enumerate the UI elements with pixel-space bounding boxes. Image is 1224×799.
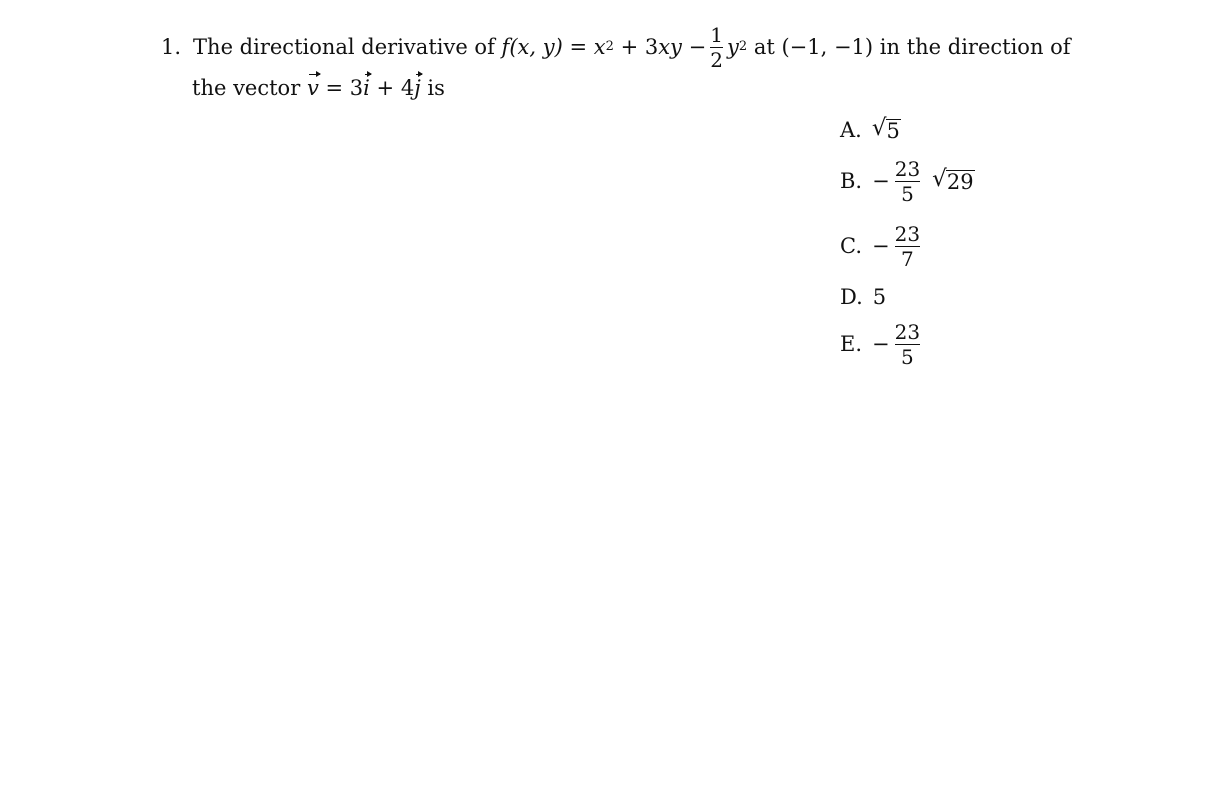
minus-sign: − (688, 35, 707, 59)
option-c[interactable] (840, 218, 924, 274)
option-e[interactable] (840, 316, 924, 372)
radical-sign-icon: √ (871, 115, 887, 142)
fraction (895, 223, 920, 270)
term-xy: xy (658, 35, 682, 59)
question-line-2 (192, 74, 445, 102)
square-root (932, 168, 974, 193)
equals-3: = 3 (325, 76, 364, 100)
option-label: C. (840, 234, 862, 258)
fraction-denominator: 5 (901, 181, 914, 206)
option-b[interactable] (840, 153, 975, 209)
option-label: A. (840, 118, 862, 142)
term-plus-3: + 3 (620, 35, 659, 59)
term-y: y (726, 35, 739, 59)
question-is: is (427, 76, 445, 100)
fraction-numerator: 23 (894, 156, 921, 181)
option-d[interactable] (840, 283, 886, 311)
minus-sign: − (872, 332, 890, 356)
fraction-denominator: 7 (900, 246, 914, 271)
question-text: The directional derivative of (193, 35, 495, 59)
unit-vector-i: i (363, 76, 370, 100)
equals-sign: = (569, 35, 588, 59)
unit-vector-j: j (414, 76, 421, 100)
question-text: the vector (192, 76, 301, 100)
fraction-denominator: 5 (900, 344, 914, 369)
plus-4: + 4 (376, 76, 415, 100)
square-root (872, 117, 901, 142)
function-name: f (501, 35, 510, 59)
option-label: B. (840, 169, 863, 193)
radicand: 5 (886, 119, 900, 144)
option-a[interactable] (840, 116, 901, 144)
question-point-text: at (−1, −1) in the direction of (753, 35, 1071, 59)
fraction-numerator: 23 (894, 221, 921, 246)
term-x: x (593, 35, 606, 59)
radical-sign-icon: √ (932, 166, 947, 193)
function-args: (x, y) (509, 35, 563, 59)
fraction-denominator: 2 (710, 47, 723, 72)
radicand: 29 (946, 170, 974, 195)
option-label: D. (840, 285, 863, 309)
vector-v: v (306, 76, 319, 100)
fraction-numerator: 23 (894, 319, 921, 344)
fraction-numerator: 1 (710, 22, 723, 47)
fraction-one-half (710, 24, 723, 71)
question-number: 1. (161, 35, 182, 59)
fraction (895, 158, 920, 205)
minus-sign: − (872, 169, 890, 193)
fraction (895, 321, 920, 368)
minus-sign: − (872, 234, 890, 258)
option-label: E. (840, 332, 863, 356)
option-value: 5 (872, 285, 887, 309)
question-line-1: 1. The directional derivative of f (x, y) = x 2 + 3 xy − $\frac{1}{2}$ y 2 at (−1, −1) in the direction of (161, 22, 1071, 72)
